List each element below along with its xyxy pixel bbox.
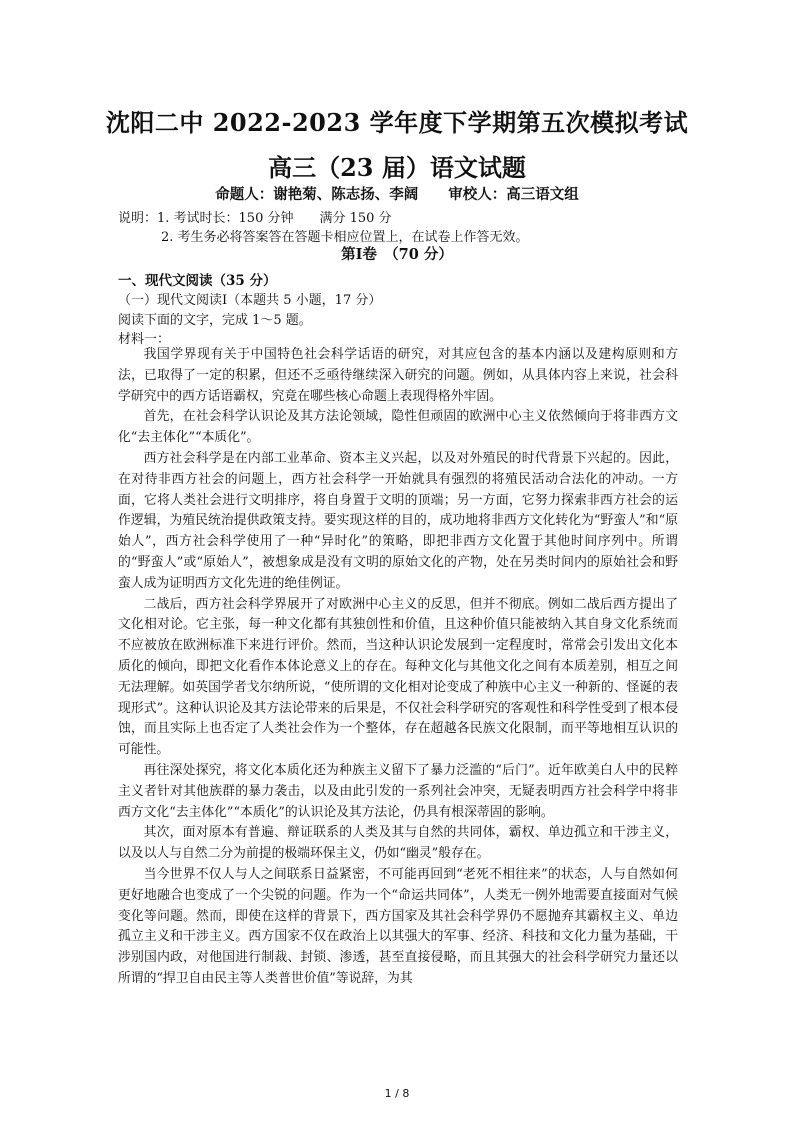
paragraph: 再往深处探究，将文化本质化还为种族主义留下了暴力泛滥的“后门”。近年欧美白人中的民粹主义者针对其他族群的暴力袭击，以及由此引发的一系列社会冲突，无疑表明西方社会科学中将非西方文化“去主体化”“本质化”的认识论及其方法论，仍具有根深蒂固的影响。: [118, 762, 678, 820]
instructions-line-1: 说明：1. 考试时长：150 分钟 满分 150 分: [118, 211, 392, 226]
section-heading: 一、现代文阅读（35 分）: [118, 273, 277, 289]
passage-body: [118, 345, 678, 990]
paragraph: 西方社会科学是在内部工业革命、资本主义兴起，以及对外殖民的时代背景下兴起的。因此，在对待非西方社会的问题上，西方社会科学一开始就具有强烈的将殖民活动合法化的冲动。一方面，它将人类社会进行文明排序，将自身置于文明的顶端；另一方面，它努力探索非西方社会的运作逻辑，为殖民统治提供政策支持。要实现这样的目的，成功地将非西方文化转化为“野蛮人”和“原始人”，西方社会科学使用了一种“异时化”的策略，即把非西方文化置于其他时间序列中。所谓的“野蛮人”或“原始人”，被想象成是没有文明的原始文化的产物，处在另类时间内的原始社会和野蛮人成为证明西方文化先进的绝佳例证。: [118, 450, 678, 591]
paragraph: 我国学界现有关于中国特色社会科学话语的研究，对其应包含的基本内涵以及建构原则和方法，已取得了一定的积累，但还不乏亟待继续深入研究的问题。例如，从具体内容上来说，社会科学研究中的西方话语霸权，究竟在哪些核心命题上表现得格外牢固。: [118, 347, 678, 404]
reading-instruction: 阅读下面的文字，完成 1～5 题。: [118, 313, 312, 328]
authors-line: [0, 183, 794, 204]
page-number: 1 / 8: [384, 1087, 410, 1100]
authors-setters: 命题人：谢艳菊、陈志扬、李阔: [215, 186, 419, 203]
paragraph: 二战后，西方社会科学界展开了对欧洲中心主义的反思，但并不彻底。例如二战后西方提出了文化相对论。它主张，每一种文化都有其独创性和价值，且这种价值只能被纳入其自身文化系统而不应被放在欧洲标准下来进行评价。然而，当这种认识论发展到一定程度时，常常会引发出文化本质化的倾向，即把文化看作本体论意义上的存在。每种文化与其他文化之间有本质差别，相互之间无法理解。如英国学者戈尔纳所说，“使所谓的文化相对论变成了种族中心主义一种新的、怪诞的表现形式”。这种认识论及其方法论带来的后果是，不仅社会科学研究的客观性和科学性受到了根本侵蚀，而且实际上也否定了人类社会作为一个整体，存在超越各民族文化限制，而平等地相互认识的可能性。: [118, 596, 678, 758]
exam-title: 沈阳二中 2022-2023 学年度下学期第五次模拟考试: [105, 108, 689, 137]
authors-reviewers: 审校人：高三语文组: [448, 186, 579, 203]
paragraph: 当今世界不仅人与人之间联系日益紧密，不可能再回到“老死不相往来”的状态，人与自然如何更好地融合也变成了一个尖锐的问题。作为一个“命运共同体”，人类无一例外地需要直接面对气候变化等问题。然而，即使在这样的背景下，西方国家及其社会科学界仍不愿抛弃其霸权主义、单边孤立主义和干涉主义。西方国家不仅在政治上以其强大的军事、经济、科技和文化力量为基础，干涉别国内政，对他国进行制裁、封锁、渗透，甚至直接侵略，而且其强大的社会科学研究力量还以所谓的“捍卫自由民主等人类普世价值”等说辞，为其: [118, 866, 678, 986]
volume-heading: 第Ⅰ卷 （70 分）: [341, 246, 453, 263]
paragraph: 首先，在社会科学认识论及其方法论领域，隐性但顽固的欧洲中心主义依然倾向于将非西方文化“去主体化”“本质化”。: [118, 409, 678, 446]
material-label: 材料一：: [118, 332, 171, 347]
paragraph: 其次，面对原本有普遍、辩证联系的人类及其与自然的共同体，霸权、单边孤立和干涉主义，以及以人与自然二分为前提的极端环保主义，仍如“幽灵”般存在。: [118, 825, 678, 862]
subsection-heading: （一）现代文阅读Ⅰ（本题共 5 小题，17 分）: [118, 293, 382, 308]
exam-subtitle: 高三（23 届）语文试题: [268, 153, 526, 182]
instructions-line-2: 2. 考生务必将答案答在答题卡相应位置上，在试卷上作答无效。: [161, 230, 529, 245]
